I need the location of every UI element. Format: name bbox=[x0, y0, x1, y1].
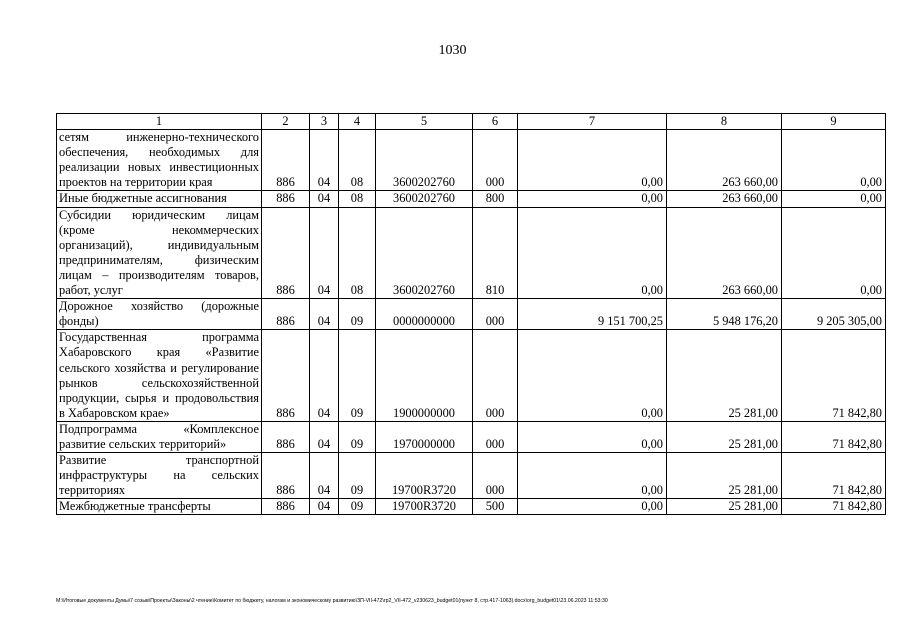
amount-cell: 25 281,00 bbox=[667, 330, 782, 422]
ministry-code-cell: 886 bbox=[262, 207, 310, 299]
header-cell: 4 bbox=[339, 114, 376, 130]
header-cell: 9 bbox=[782, 114, 886, 130]
header-cell: 7 bbox=[518, 114, 667, 130]
row-name-cell: Субсидии юридическим лицам (кроме некоммерческих организаций), индивидуальным предпринимателям, физическим лицам – производителям товаров, работ, услуг bbox=[57, 207, 262, 299]
subsection-code-cell: 08 bbox=[339, 130, 376, 191]
page-number: 1030 bbox=[438, 43, 467, 58]
target-article-cell: 19700R3720 bbox=[376, 499, 473, 515]
expense-type-cell: 000 bbox=[473, 453, 518, 499]
amount-cell: 0,00 bbox=[518, 330, 667, 422]
section-code-cell: 04 bbox=[310, 130, 339, 191]
section-code-cell: 04 bbox=[310, 330, 339, 422]
expense-type-cell: 000 bbox=[473, 421, 518, 452]
row-name-cell: Дорожное хозяйство (дорожные фонды) bbox=[57, 299, 262, 330]
section-code-cell: 04 bbox=[310, 421, 339, 452]
expense-type-cell: 000 bbox=[473, 330, 518, 422]
amount-cell: 9 205 305,00 bbox=[782, 299, 886, 330]
amount-cell: 25 281,00 bbox=[667, 421, 782, 452]
table-row bbox=[57, 191, 886, 207]
expense-type-cell: 810 bbox=[473, 207, 518, 299]
ministry-code-cell: 886 bbox=[262, 453, 310, 499]
ministry-code-cell: 886 bbox=[262, 330, 310, 422]
table-row bbox=[57, 299, 886, 330]
row-name-cell: Межбюджетные трансферты bbox=[57, 499, 262, 515]
target-article-cell: 1970000000 bbox=[376, 421, 473, 452]
budget-table bbox=[56, 113, 886, 515]
row-name-cell: Иные бюджетные ассигнования bbox=[57, 191, 262, 207]
amount-cell: 71 842,80 bbox=[782, 499, 886, 515]
row-name-cell: Развитие транспортной инфраструктуры на сельских территориях bbox=[57, 453, 262, 499]
section-code-cell: 04 bbox=[310, 453, 339, 499]
target-article-cell: 0000000000 bbox=[376, 299, 473, 330]
amount-cell: 0,00 bbox=[518, 421, 667, 452]
row-name-cell: Подпрограмма «Комплексное развитие сельских территорий» bbox=[57, 421, 262, 452]
amount-cell: 25 281,00 bbox=[667, 453, 782, 499]
section-code-cell: 04 bbox=[310, 299, 339, 330]
amount-cell: 71 842,80 bbox=[782, 421, 886, 452]
amount-cell: 71 842,80 bbox=[782, 453, 886, 499]
section-code-cell: 04 bbox=[310, 191, 339, 207]
amount-cell: 0,00 bbox=[782, 130, 886, 191]
amount-cell: 5 948 176,20 bbox=[667, 299, 782, 330]
ministry-code-cell: 886 bbox=[262, 130, 310, 191]
subsection-code-cell: 09 bbox=[339, 330, 376, 422]
amount-cell: 9 151 700,25 bbox=[518, 299, 667, 330]
subsection-code-cell: 09 bbox=[339, 299, 376, 330]
amount-cell: 263 660,00 bbox=[667, 207, 782, 299]
subsection-code-cell: 08 bbox=[339, 191, 376, 207]
header-cell: 1 bbox=[57, 114, 262, 130]
expense-type-cell: 500 bbox=[473, 499, 518, 515]
target-article-cell: 1900000000 bbox=[376, 330, 473, 422]
target-article-cell: 3600202760 bbox=[376, 130, 473, 191]
amount-cell: 0,00 bbox=[782, 207, 886, 299]
expense-type-cell: 800 bbox=[473, 191, 518, 207]
subsection-code-cell: 09 bbox=[339, 421, 376, 452]
amount-cell: 263 660,00 bbox=[667, 130, 782, 191]
amount-cell: 0,00 bbox=[518, 453, 667, 499]
table-header-row bbox=[57, 114, 886, 130]
header-cell: 3 bbox=[310, 114, 339, 130]
expense-type-cell: 000 bbox=[473, 299, 518, 330]
subsection-code-cell: 08 bbox=[339, 207, 376, 299]
amount-cell: 0,00 bbox=[782, 191, 886, 207]
amount-cell: 0,00 bbox=[518, 207, 667, 299]
target-article-cell: 3600202760 bbox=[376, 207, 473, 299]
target-article-cell: 3600202760 bbox=[376, 191, 473, 207]
row-name-cell: Государственная программа Хабаровского края «Развитие сельского хозяйства и регулирование рынков сельскохозяйственной продукции, сырья и продовольствия в Хабаровском крае» bbox=[57, 330, 262, 422]
ministry-code-cell: 886 bbox=[262, 191, 310, 207]
table-row bbox=[57, 453, 886, 499]
amount-cell: 0,00 bbox=[518, 191, 667, 207]
amount-cell: 0,00 bbox=[518, 499, 667, 515]
amount-cell: 0,00 bbox=[518, 130, 667, 191]
amount-cell: 263 660,00 bbox=[667, 191, 782, 207]
target-article-cell: 19700R3720 bbox=[376, 453, 473, 499]
subsection-code-cell: 09 bbox=[339, 453, 376, 499]
footer-file-path: M:\Итоговые документы Думы\7 созыв\Проекты\Законы\2 чтение\Комитет по бюджету, налогам и экономическому развитию\ЗП-VII-472\гр2_VII-472_v230623_budget01(пункт 8, стр.417-1063).docx\org_budget01\23.06.2023 11:53:30 bbox=[56, 598, 608, 604]
header-cell: 2 bbox=[262, 114, 310, 130]
header-cell: 6 bbox=[473, 114, 518, 130]
ministry-code-cell: 886 bbox=[262, 499, 310, 515]
ministry-code-cell: 886 bbox=[262, 421, 310, 452]
header-cell: 8 bbox=[667, 114, 782, 130]
amount-cell: 71 842,80 bbox=[782, 330, 886, 422]
table-row bbox=[57, 207, 886, 299]
table-row bbox=[57, 499, 886, 515]
section-code-cell: 04 bbox=[310, 207, 339, 299]
amount-cell: 25 281,00 bbox=[667, 499, 782, 515]
table-row bbox=[57, 330, 886, 422]
ministry-code-cell: 886 bbox=[262, 299, 310, 330]
subsection-code-cell: 09 bbox=[339, 499, 376, 515]
header-cell: 5 bbox=[376, 114, 473, 130]
row-name-cell: сетям инженерно-технического обеспечения, необходимых для реализации новых инвестиционных проектов на территории края bbox=[57, 130, 262, 191]
table-row bbox=[57, 421, 886, 452]
expense-type-cell: 000 bbox=[473, 130, 518, 191]
section-code-cell: 04 bbox=[310, 499, 339, 515]
table-row bbox=[57, 130, 886, 191]
